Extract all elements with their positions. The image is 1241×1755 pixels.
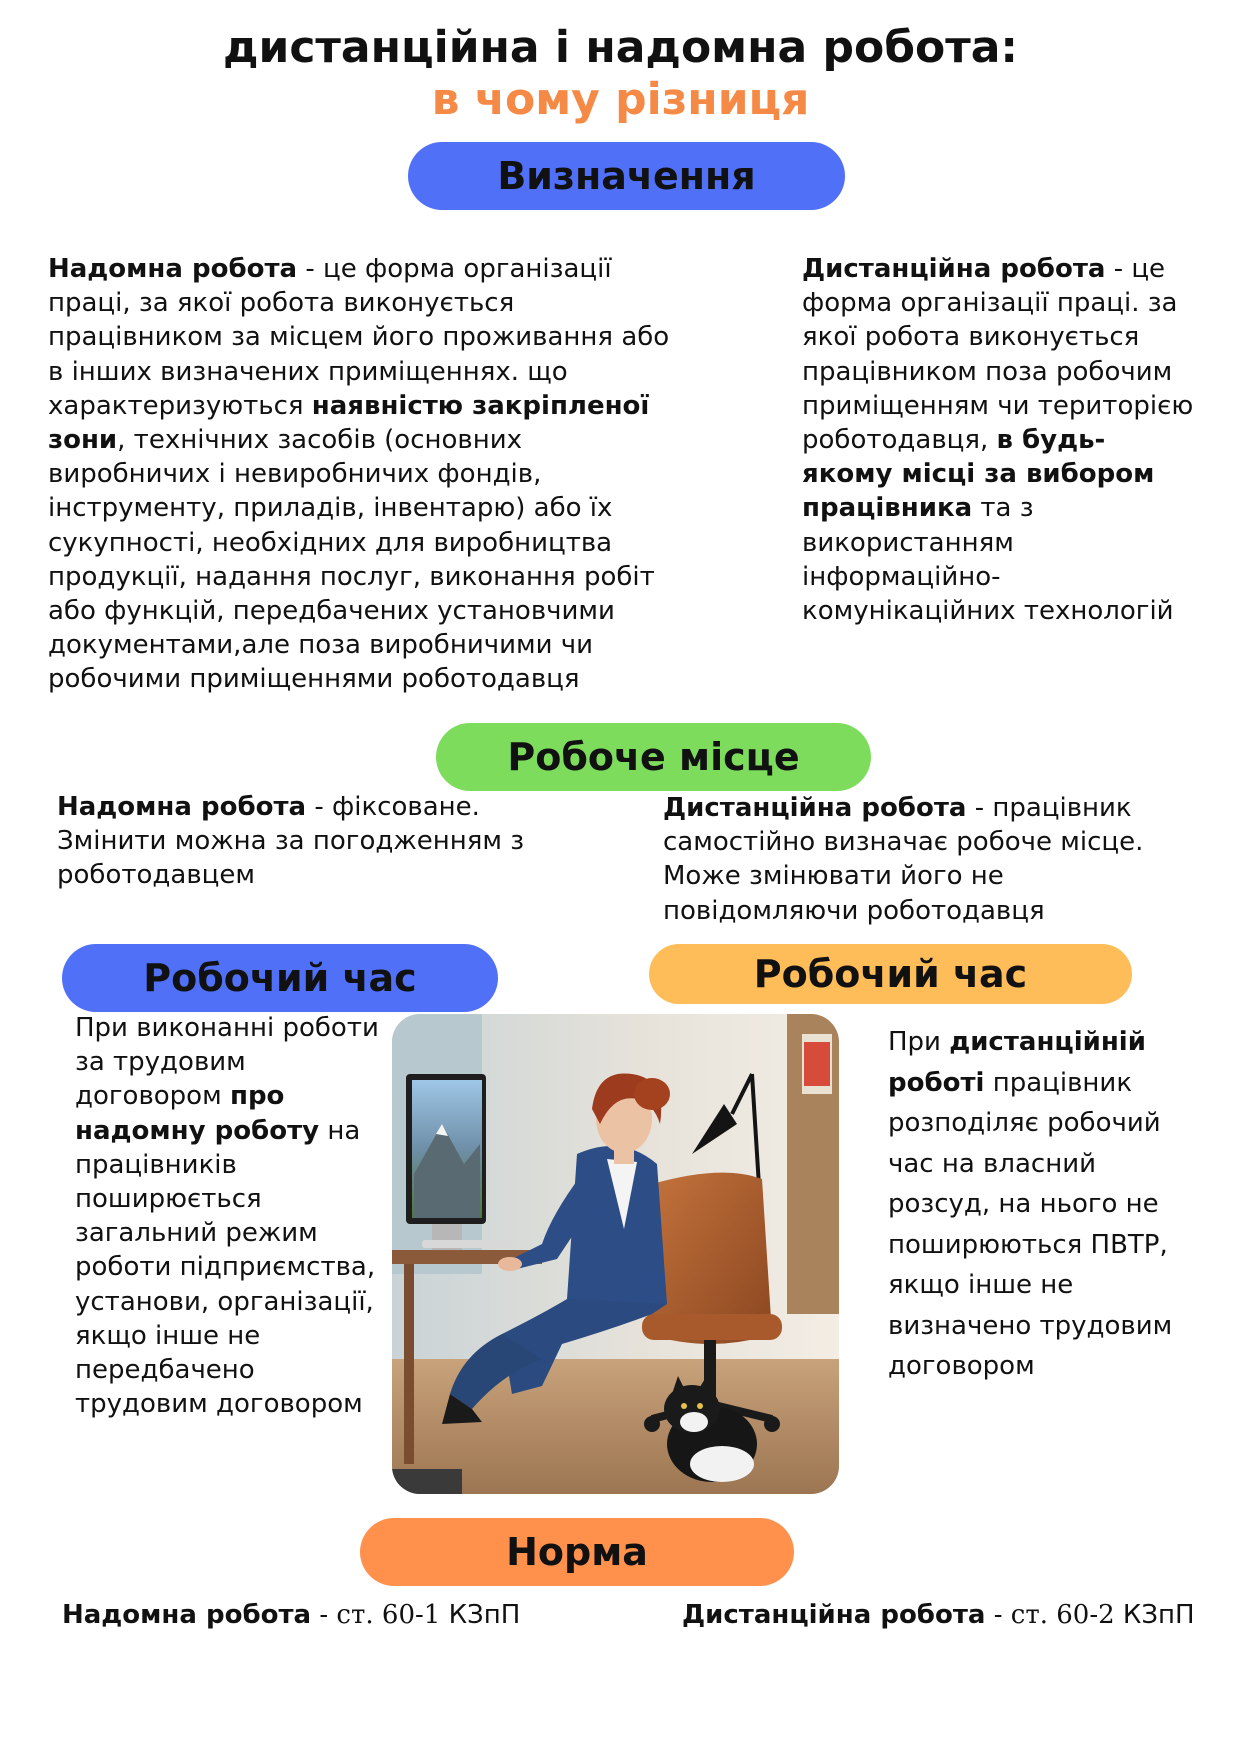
norm-heading: Норма xyxy=(506,1530,648,1574)
remote-term: Дистанційна робота xyxy=(682,1600,986,1630)
workplace-homework-text: Надомна робота - фіксоване. Змінити можна за погодженням з роботодавцем xyxy=(57,792,525,891)
worktime-left-heading: Робочий час xyxy=(143,956,417,1000)
homework-term: Надомна робота xyxy=(62,1600,312,1630)
remote-term: Дистанційна робота xyxy=(802,254,1106,284)
workplace-heading: Робоче місце xyxy=(507,735,800,779)
woman-working-illustration xyxy=(392,1014,839,1494)
homework-contract-phrase: про надомну роботу xyxy=(75,1081,320,1146)
norm-homework: Надомна робота - ст. 60-1 КЗпП xyxy=(62,1600,521,1630)
worktime-right-heading-pill xyxy=(649,944,1132,1004)
definition-remote-text: Дистанційна робота - це форма організації праці. за якої робота виконується працівником поза робочим приміщенням чи територією роботодавця, в будь-якому місці за вибором працівника та з використанням інформаційно-комунікаційних технологій xyxy=(802,254,1194,627)
definition-heading-pill xyxy=(408,142,845,210)
remote-work-phrase: дистанційній роботі xyxy=(888,1027,1146,1098)
worktime-homework-text: При виконанні роботи за трудовим договором про надомну роботу на працівників поширюється загальний режим роботи підприємства, установи, організації, якщо інше не передбачено трудовим договором xyxy=(75,1013,379,1420)
homework-term: Надомна робота xyxy=(48,254,298,284)
homework-term: Надомна робота xyxy=(57,792,307,822)
worktime-remote-text: При дистанційній роботі працівник розподіляє робочий час на власний розсуд, на нього не поширюються ПВТР, якщо інше не визначено трудовим договором xyxy=(888,1027,1173,1381)
law-article-ref: ст. 60-2 xyxy=(1010,1600,1115,1630)
worktime-left-heading-pill xyxy=(62,944,498,1012)
page-subtitle: в чому різниця xyxy=(431,74,810,125)
definition-heading: Визначення xyxy=(497,154,756,198)
workplace-remote-text: Дистанційна робота - працівник самостійно визначає робоче місце. Може змінювати його не повідомляючи роботодавця xyxy=(663,793,1144,926)
norm-heading-pill xyxy=(360,1518,794,1586)
page-title: дистанційна і надомна робота: xyxy=(222,22,1019,73)
remote-term: Дистанційна робота xyxy=(663,793,967,823)
fixed-zone-phrase: наявністю закріпленої зони xyxy=(48,390,650,456)
worktime-right-heading: Робочий час xyxy=(753,952,1028,996)
definition-homework-text: Надомна робота - це форма організації праці, за якої робота виконується працівником за місцем його проживання або в інших визначених приміщеннях. що характеризуються наявністю закріпленої зони, технічних засобів (основних виробничих і невиробничих фондів, інструменту, приладів, інвентарю) або їх сукупності, необхідних для виробництва продукції, надання послуг, виконання робіт або функцій, передбачених установчими документами,але поза виробничими чи робочими приміщеннями роботодавця xyxy=(48,254,670,695)
norm-remote: Дистанційна робота - ст. 60-2 КЗпП xyxy=(682,1600,1195,1630)
law-article-ref: ст. 60-1 xyxy=(336,1600,441,1630)
workplace-heading-pill xyxy=(436,723,871,791)
any-place-phrase: в будь-якому місці за вибором працівника xyxy=(802,425,1155,524)
